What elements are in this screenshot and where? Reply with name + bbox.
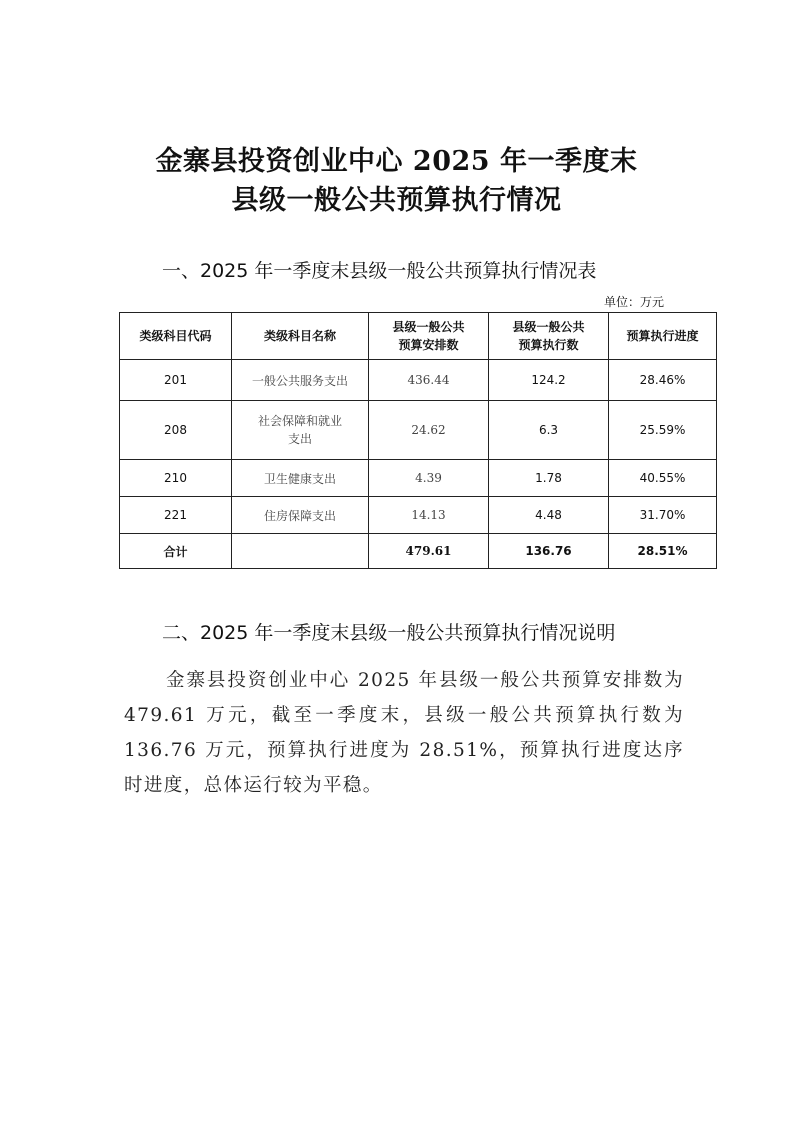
header-name: 类级科目名称	[232, 313, 369, 360]
total-plan: 479.61	[369, 534, 489, 569]
table-total-row	[120, 534, 717, 569]
document-title-line-2: 县级一般公共预算执行情况	[231, 185, 562, 216]
explanation-paragraph: 金寨县投资创业中心 2025 年县级一般公共预算安排数为 479.61 万元，截至一季度末，县级一般公共预算执行数为 136.76 万元，预算执行进度为 28.51%，预算执行进度达序时进度，总体运行较为平稳。	[124, 670, 684, 796]
cell-exec: 1.78	[489, 460, 609, 497]
cell-name-line1: 社会保障和就业	[257, 414, 342, 428]
header-code: 类级科目代码	[120, 313, 232, 360]
total-label: 合计	[120, 534, 232, 569]
budget-table	[119, 312, 717, 569]
cell-name: 一般公共服务支出	[232, 360, 369, 401]
unit-label: 单位：万元	[604, 295, 665, 309]
cell-code: 221	[120, 497, 232, 534]
table-row	[120, 401, 717, 460]
header-exec	[489, 313, 609, 360]
cell-name	[232, 401, 369, 460]
cell-plan: 436.44	[369, 360, 489, 401]
header-plan-line2: 预算安排数	[398, 338, 459, 352]
total-progress: 28.51%	[609, 534, 717, 569]
section-1-heading: 一、2025 年一季度末县级一般公共预算执行情况表	[162, 260, 597, 282]
cell-progress: 40.55%	[609, 460, 717, 497]
cell-name: 住房保障支出	[232, 497, 369, 534]
document-title-line-1: 金寨县投资创业中心 2025 年一季度末	[155, 146, 638, 177]
header-progress: 预算执行进度	[609, 313, 717, 360]
table-row	[120, 497, 717, 534]
cell-exec: 6.3	[489, 401, 609, 460]
cell-progress: 31.70%	[609, 497, 717, 534]
cell-plan: 4.39	[369, 460, 489, 497]
table-row	[120, 360, 717, 401]
header-plan	[369, 313, 489, 360]
cell-plan: 14.13	[369, 497, 489, 534]
total-name	[232, 534, 369, 569]
cell-exec: 124.2	[489, 360, 609, 401]
cell-code: 210	[120, 460, 232, 497]
total-exec: 136.76	[489, 534, 609, 569]
section-2-heading: 二、2025 年一季度末县级一般公共预算执行情况说明	[162, 622, 616, 644]
header-plan-line1: 县级一般公共	[392, 320, 465, 334]
cell-name: 卫生健康支出	[232, 460, 369, 497]
cell-code: 208	[120, 401, 232, 460]
header-exec-line2: 预算执行数	[518, 338, 579, 352]
cell-name-line2: 支出	[287, 432, 312, 446]
table-header-row	[120, 313, 717, 360]
cell-progress: 28.46%	[609, 360, 717, 401]
cell-plan: 24.62	[369, 401, 489, 460]
cell-progress: 25.59%	[609, 401, 717, 460]
cell-code: 201	[120, 360, 232, 401]
header-exec-line1: 县级一般公共	[512, 320, 585, 334]
cell-exec: 4.48	[489, 497, 609, 534]
table-row	[120, 460, 717, 497]
